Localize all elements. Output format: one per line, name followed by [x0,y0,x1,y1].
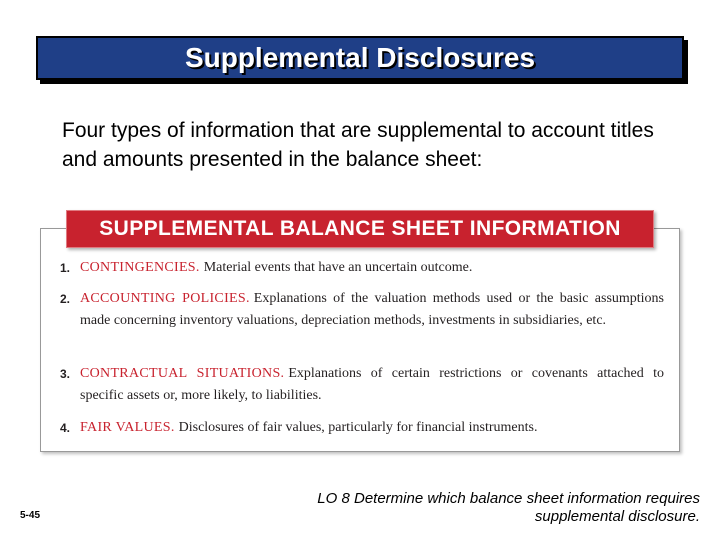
slide-number: 5-45 [20,510,41,521]
list-item-contingencies [60,257,664,279]
slide-title-bar [36,36,684,80]
panel-header-text: SUPPLEMENTAL BALANCE SHEET INFORMATION [99,217,621,240]
item-title: CONTINGENCIES. [80,260,200,275]
list-item-contractual-situations [60,363,664,407]
item-text: Disclosures of fair values, particularly for financial instruments. [178,420,538,435]
list-item-accounting-policies [60,288,664,332]
learning-objective: LO 8 Determine which balance sheet information requires supplemental disclosure. [317,490,700,525]
item-number: 4. [60,421,71,435]
item-title: ACCOUNTING POLICIES. [80,291,250,306]
intro-text: Four types of information that are supplemental to account titles and amounts presented in the balance sheet: [62,119,654,171]
item-title: CONTRACTUAL SITUATIONS. [80,366,285,381]
item-number: 1. [60,261,71,275]
item-number: 2. [60,292,71,306]
item-text: Material events that have an uncertain outcome. [203,260,473,275]
item-number: 3. [60,367,71,381]
panel-header [66,210,654,248]
slide-title: Supplemental Disclosures [184,42,536,73]
item-text: Explanations of the valuation methods used or the basic assumptions made concerning inventory valuations, depreciation methods, investments in subsidiaries, etc. [80,291,665,328]
item-text: Explanations of certain restrictions or covenants attached to specific assets or, more likely, to liabilities. [80,366,664,403]
list-item-fair-values [60,417,664,439]
item-title: FAIR VALUES. [80,420,175,435]
